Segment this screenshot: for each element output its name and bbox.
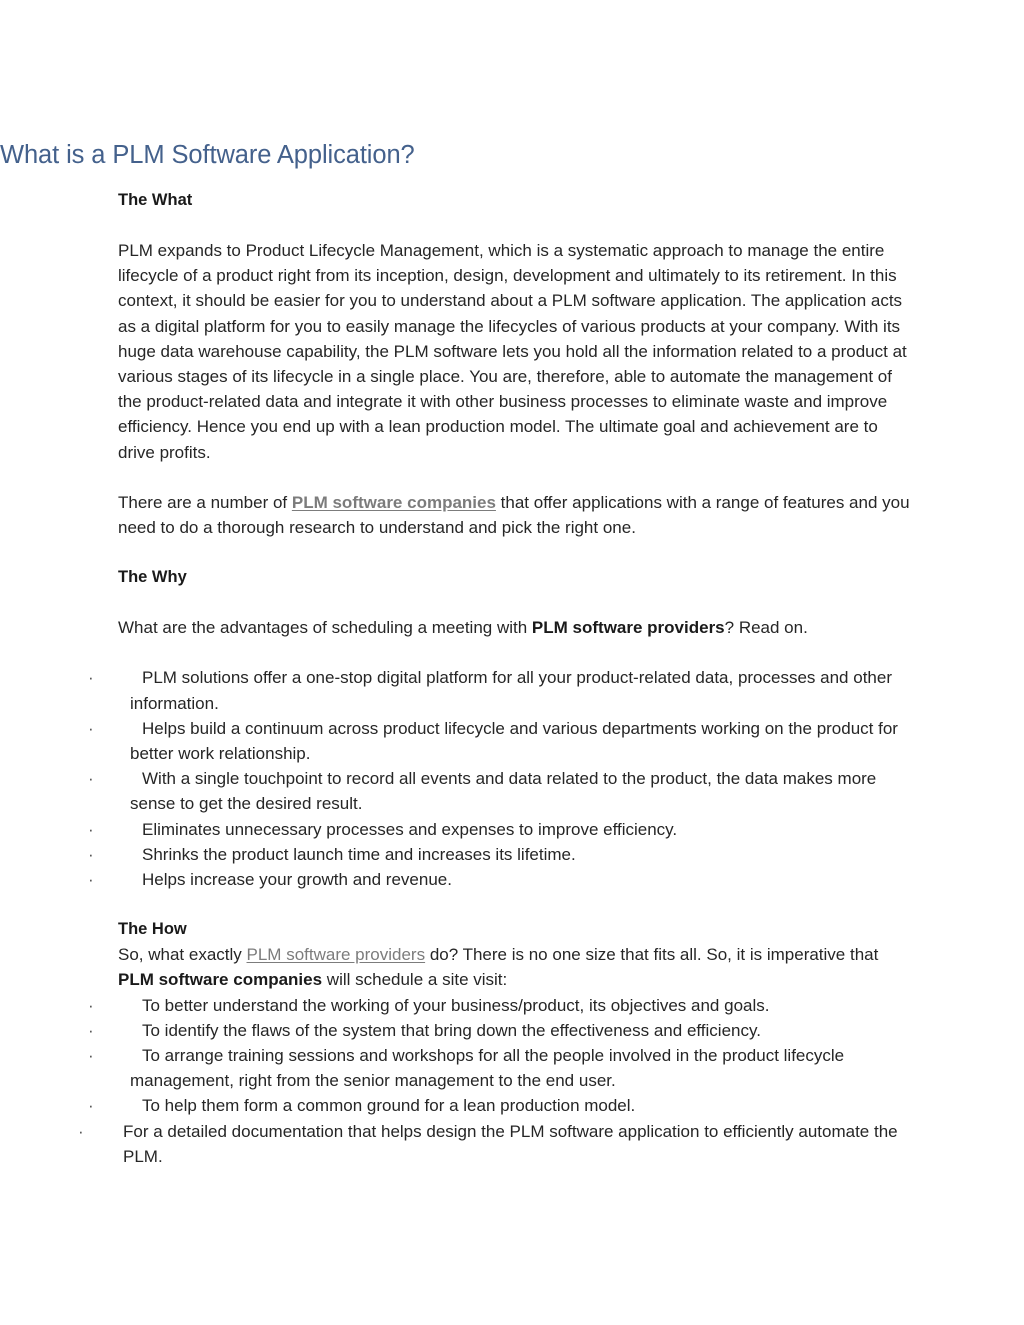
bullet-dot-icon: · [78, 1121, 84, 1141]
page-title: What is a PLM Software Application? [0, 141, 415, 169]
list-item [88, 766, 914, 816]
spacer [118, 590, 914, 615]
paragraph-what-companies [118, 490, 914, 540]
list-item-label: To arrange training sessions and workshops for all the people involved in the product lifecycle management, right from the senior management to the end user. [130, 1046, 845, 1091]
list-item-label: To identify the flaws of the system that bring down the effectiveness and efficiency. [142, 1020, 761, 1040]
list-item [88, 817, 914, 842]
bullet-dot-icon: · [88, 995, 94, 1015]
emphasis-plm-software-providers: PLM software providers [531, 618, 725, 638]
bullet-dot-icon: · [88, 870, 94, 890]
list-item [88, 1018, 914, 1043]
why-bullet-list [88, 665, 914, 892]
bullet-dot-icon: · [88, 844, 94, 864]
document-body [78, 0, 914, 1169]
bullet-dot-icon: · [88, 718, 94, 738]
spacer [118, 540, 914, 565]
list-item [88, 842, 914, 867]
bullet-dot-icon: · [88, 1046, 94, 1066]
bullet-dot-icon: · [88, 1020, 94, 1040]
text-after-bold: will schedule a site visit: [322, 970, 508, 990]
text-before-bold: What are the advantages of scheduling a meeting with [118, 618, 532, 638]
list-item-label: PLM solutions offer a one-stop digital platform for all your product-related data, processes and other information. [130, 668, 892, 713]
list-item [88, 716, 914, 766]
paragraph-why-intro [118, 615, 914, 640]
list-item-label: To better understand the working of your business/product, its objectives and goals. [142, 995, 770, 1015]
list-item-label: To help them form a common ground for a lean production model. [142, 1096, 636, 1116]
text-before-link: So, what exactly [118, 945, 247, 965]
list-item [88, 993, 914, 1018]
spacer [118, 465, 914, 490]
how-bullet-list [88, 993, 914, 1119]
link-plm-software-companies[interactable]: PLM software companies [291, 492, 496, 512]
section-heading-the-how: The How [118, 920, 187, 939]
section-heading-the-why: The Why [118, 568, 187, 587]
spacer [118, 0, 914, 188]
list-item [88, 1093, 914, 1118]
list-item-label: Shrinks the product launch time and increases its lifetime. [142, 844, 576, 864]
list-item-label: With a single touchpoint to record all events and data related to the product, the data makes more sense to get the desired result. [130, 769, 877, 814]
list-item [88, 867, 914, 892]
list-item-label: Eliminates unnecessary processes and expenses to improve efficiency. [142, 819, 678, 839]
bullet-dot-icon: · [88, 1096, 94, 1116]
bullet-dot-icon: · [88, 668, 94, 688]
section-heading-the-what: The What [118, 191, 193, 209]
text-after-bold: ? Read on. [724, 618, 808, 638]
spacer [118, 213, 914, 238]
paragraph-what-body: PLM expands to Product Lifecycle Management, which is a systematic approach to manage the entire lifecycle of a product right from its inception, design, development and ultimately to its retirement. In this context, it should be easier for you to understand about a PLM software application. The application acts as a digital platform for you to easily manage the lifecycles of various products at your company. With its huge data warehouse capability, the PLM software lets you hold all the information related to a product at various stages of its lifecycle in a single place. You are, therefore, able to automate the management of the product-related data and integrate it with other business processes to eliminate waste and improve efficiency. Hence you end up with a lean production model. The ultimate goal and achievement are to drive profits. [118, 241, 907, 462]
list-item [88, 1043, 914, 1093]
paragraph-how-intro [118, 942, 914, 992]
spacer [118, 640, 914, 665]
text-before-link: There are a number of [118, 492, 292, 512]
emphasis-plm-software-companies: PLM software companies [118, 970, 323, 990]
list-item-label: Helps build a continuum across product lifecycle and various departments working on the product for better work relationship. [130, 718, 898, 764]
list-item [78, 1119, 914, 1169]
bullet-dot-icon: · [88, 769, 94, 789]
spacer [118, 892, 914, 917]
list-item-label: For a detailed documentation that helps design the PLM software application to efficiently automate the PLM. [123, 1121, 898, 1166]
how-final-bullet-list [78, 1119, 914, 1169]
list-item-label: Helps increase your growth and revenue. [142, 870, 452, 890]
text-between: do? There is no one size that fits all. So, it is imperative that [425, 945, 879, 965]
link-plm-software-providers[interactable]: PLM software providers [246, 945, 426, 965]
bullet-dot-icon: · [88, 819, 94, 839]
text-after-link: that offer applications with a range of features and you need to do a thorough research to understand and pick the right one. [118, 492, 910, 538]
list-item [88, 665, 914, 715]
